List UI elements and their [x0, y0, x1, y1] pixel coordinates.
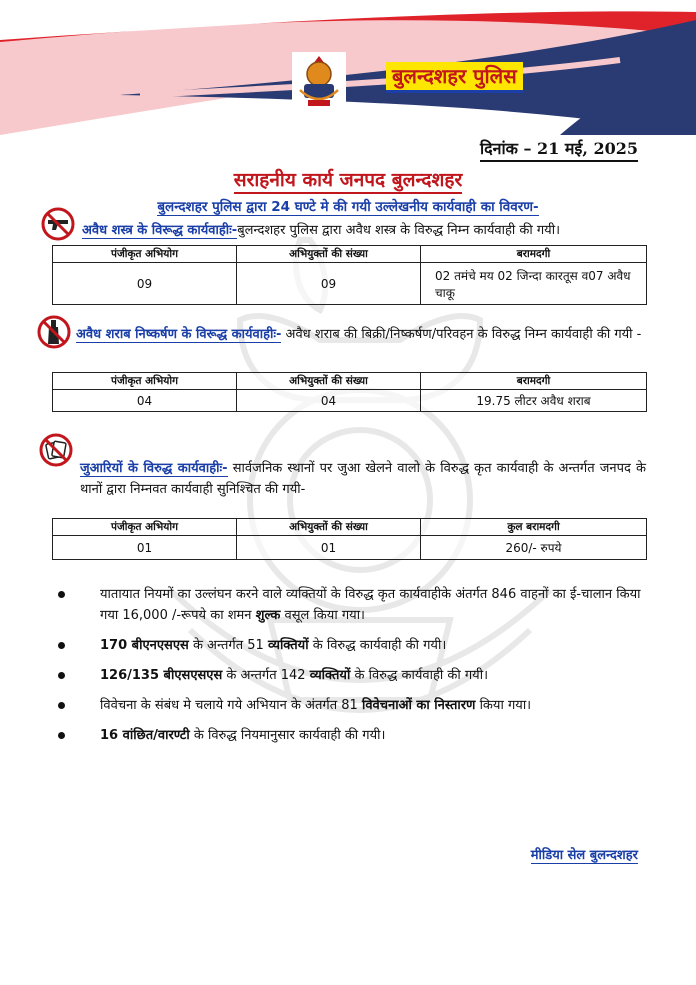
bullet-icon: [58, 672, 65, 679]
list-item-text: के अन्तर्गत 51: [188, 638, 268, 653]
column-header: पंजीकृत अभियोग: [53, 373, 237, 390]
no-weapon-icon: [40, 206, 76, 242]
bullet-icon: [58, 732, 65, 739]
list-item-bold: 170 बीएनएसएस: [100, 638, 189, 653]
list-item-text: यातायात नियमों का उल्लंघन करने वाले व्यक्तियों के विरुद्ध कृत कार्यवाहीके अंतर्गत 846 वाहनों का ई-चालान किया गया 16,000 /-रूपये का शमन: [100, 587, 641, 623]
bullet-icon: [58, 642, 65, 649]
table-cell: 01: [237, 536, 421, 560]
list-item: [58, 725, 648, 746]
column-header: पंजीकृत अभियोग: [53, 519, 237, 536]
column-header: अभियुक्तों की संख्या: [237, 246, 421, 263]
list-item-bold: विवेचनाओं का निस्तारण: [361, 698, 476, 713]
list-item: [58, 665, 648, 686]
list-item-text: के विरुद्ध कार्यवाही की गयी।: [350, 668, 488, 683]
section-liquor-heading: अवैध शराब निष्कर्षण के विरूद्ध कार्यवाहीः-: [76, 327, 282, 342]
list-item-text: किया गया।: [475, 698, 532, 713]
table-cell: 04: [53, 390, 237, 412]
column-header: अभियुक्तों की संख्या: [237, 519, 421, 536]
bullet-icon: [58, 702, 65, 709]
page-title: सराहनीय कार्य जनपद बुलन्दशहर: [0, 166, 696, 192]
table-cell: 09: [237, 263, 421, 305]
brand-title: बुलन्दशहर पुलिस: [386, 62, 523, 93]
section-liquor-text: [76, 324, 646, 345]
gambling-table: [52, 518, 647, 560]
table-cell: 260/- रुपये: [421, 536, 647, 560]
table-cell: 01: [53, 536, 237, 560]
table-cell: 02 तमंचे मय 02 जिन्दा कारतूस व07 अवैध चाकू: [421, 263, 647, 305]
list-item: [58, 695, 648, 716]
list-item-bold: 16 वांछित/वारण्टी: [100, 728, 190, 743]
section-liquor-body: अवैध शराब की बिक्री/निष्कर्षण/परिवहन के विरुद्ध निम्न कार्यवाही की गयी -: [281, 327, 642, 342]
table-cell: 19.75 लीटर अवैध शराब: [421, 390, 647, 412]
section-gambling-body: सार्वजनिक स्थानों पर जुआ खेलने वालो के विरुद्ध कृत कार्यवाही के अन्तर्गत जनपद के थानों द्वारा निम्नवत कार्यवाही सुनिश्चित की गयी-: [80, 461, 647, 497]
column-header: बरामदगी: [421, 373, 647, 390]
list-item-bold: व्यक्तियों: [267, 638, 309, 653]
table-cell: 09: [53, 263, 237, 305]
list-item-bold: शुल्क: [255, 608, 281, 623]
liquor-table: [52, 372, 647, 412]
list-item: [58, 635, 648, 656]
report-date: दिनांक – 21 मई, 2025: [480, 138, 638, 162]
section-arms-body: बुलन्दशहर पुलिस द्वारा अवैध शस्त्र के विरुद्ध निम्न कार्यवाही की गयी।: [237, 223, 561, 238]
list-item-text: के अन्तर्गत 142: [222, 668, 310, 683]
up-police-emblem-icon: [292, 52, 346, 110]
column-header: कुल बरामदगी: [421, 519, 647, 536]
list-item: [58, 584, 648, 626]
bullet-icon: [58, 591, 65, 598]
page-subtitle: बुलन्दशहर पुलिस द्वारा 24 घण्टे मे की गयी उल्लेखनीय कार्यवाही का विवरण-: [157, 199, 539, 215]
no-alcohol-icon: [36, 314, 72, 350]
section-arms-heading: अवैध शस्त्र के विरूद्ध कार्यवाहीः-: [82, 223, 238, 238]
list-item-text: के विरुद्ध नियमानुसार कार्यवाही की गयी।: [189, 728, 386, 743]
column-header: पंजीकृत अभियोग: [53, 246, 237, 263]
list-item-text: विवेचना के संबंध मे चलाये गये अभियान के अंतर्गत 81: [100, 698, 362, 713]
list-item-bold: 126/135 बीएसएसएस: [100, 668, 223, 683]
section-arms-text: [82, 220, 642, 241]
no-gambling-icon: [38, 432, 74, 468]
section-gambling-text: [80, 458, 646, 500]
list-item-bold: व्यक्तियों: [309, 668, 351, 683]
table-cell: 04: [237, 390, 421, 412]
list-item-text: वसूल किया गया।: [280, 608, 365, 623]
column-header: बरामदगी: [421, 246, 647, 263]
header-banner: [0, 0, 696, 135]
section-gambling-heading: जुआरियों के विरुद्ध कार्यवाहीः-: [80, 461, 228, 476]
summary-list: [58, 584, 648, 755]
arms-table: [52, 245, 647, 305]
list-item-text: के विरुद्ध कार्यवाही की गयी।: [308, 638, 447, 653]
column-header: अभियुक्तों की संख्या: [237, 373, 421, 390]
media-cell-signature: मीडिया सेल बुलन्दशहर: [531, 845, 638, 864]
